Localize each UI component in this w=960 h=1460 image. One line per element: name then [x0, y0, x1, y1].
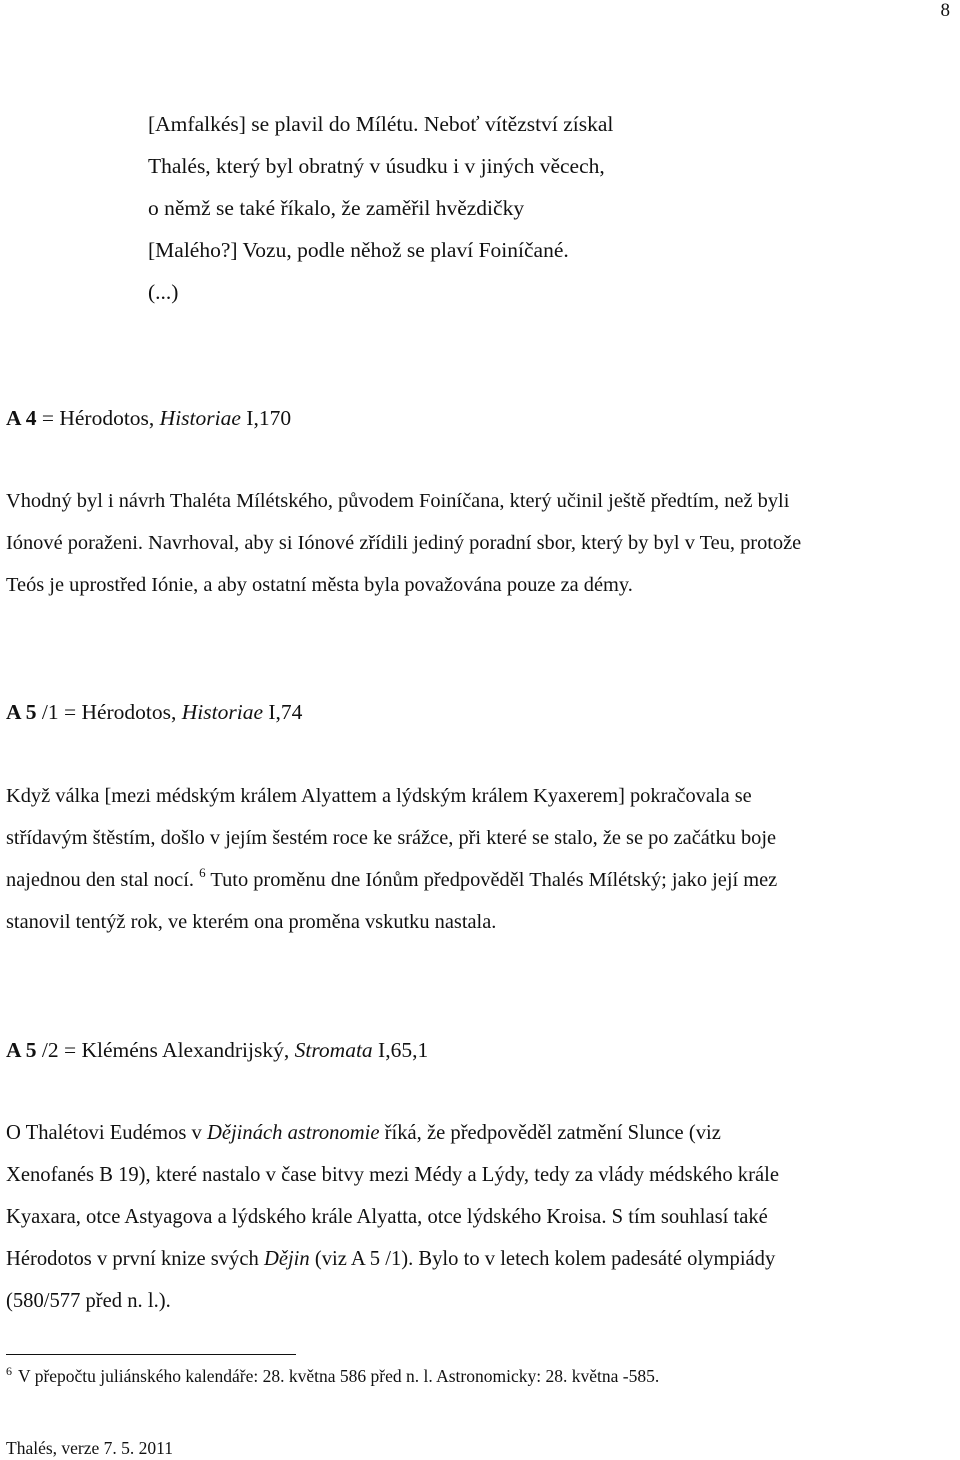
section-work: Historiae	[181, 700, 263, 724]
paragraph-line: (580/577 před n. l.).	[6, 1290, 171, 1312]
section-heading-a4	[6, 404, 291, 432]
footnote-text: V přepočtu juliánského kalendáře: 28. května 586 před n. l. Astronomicky: 28. května -585.	[18, 1366, 660, 1386]
paragraph-text: Tuto proměnu dne Iónům předpověděl Thalés Mílétský; jako její mez	[210, 869, 778, 891]
quote-line: [Malého?] Vozu, podle něhož se plaví Foiníčané.	[148, 238, 569, 262]
paragraph-line: Kyaxara, otce Astyagova a lýdského krále Alyatta, otce lýdského Kroisa. S tím souhlasí také	[6, 1206, 768, 1228]
paragraph-italic: Dějinách astronomie	[206, 1122, 380, 1144]
section-heading-a5-2	[6, 1036, 428, 1064]
section-source: /2 = Kléméns Alexandrijský,	[36, 1038, 295, 1062]
quote-line: (...)	[148, 280, 179, 304]
quote-line: o němž se také říkalo, že zaměřil hvězdičky	[148, 196, 525, 220]
paragraph-text: O Thalétovi Eudémos v	[6, 1122, 207, 1144]
page-footer: Thalés, verze 7. 5. 2011	[6, 1438, 174, 1458]
footnote-number: 6	[6, 1364, 12, 1378]
paragraph-text: Hérodotos v první knize svých	[6, 1248, 264, 1270]
footnote-divider	[6, 1354, 296, 1355]
paragraph-line: Teós je uprostřed Iónie, a aby ostatní města byla považována pouze za démy.	[6, 574, 633, 596]
paragraph-text: (viz A 5 /1). Bylo to v letech kolem padesáté olympiády	[309, 1248, 776, 1270]
quote-line: Thalés, který byl obratný v úsudku i v jiných věcech,	[148, 154, 605, 178]
section-ref: I,74	[263, 700, 303, 724]
section-work: Stromata	[294, 1038, 373, 1062]
paragraph-text: říká, že předpověděl zatmění Slunce (viz	[379, 1122, 721, 1144]
footnote	[6, 1363, 659, 1389]
page-number: 8	[940, 0, 950, 21]
paragraph-line: stanovil tentýž rok, ve kterém ona proměna vskutku nastala.	[6, 911, 497, 933]
section-heading-a5-1	[6, 698, 302, 726]
paragraph-line: Vhodný byl i návrh Thaléta Mílétského, původem Foiníčana, který učinil ještě předtím, než byli	[6, 490, 790, 512]
paragraph-line: Iónové poraženi. Navrhoval, aby si Iónové zřídili jediný poradní sbor, který by byl v Teu, protože	[6, 532, 802, 554]
section-work: Historiae	[159, 406, 241, 430]
section-label: A 4	[6, 406, 37, 430]
section-label: A 5	[6, 700, 37, 724]
section-ref: I,65,1	[372, 1038, 429, 1062]
paragraph-line: střídavým štěstím, došlo v jejím šestém roce ke srážce, při které se stalo, že se po začátku boje	[6, 827, 777, 849]
section-label: A 5	[6, 1038, 37, 1062]
footnote-reference[interactable]: 6	[199, 865, 206, 880]
paragraph-line	[6, 859, 777, 901]
paragraph-a5-2	[6, 1112, 779, 1322]
quote-block	[148, 103, 613, 313]
paragraph-italic: Dějin	[263, 1248, 310, 1270]
section-ref: I,170	[240, 406, 292, 430]
paragraph-line: Když válka [mezi médským králem Alyattem a lýdským králem Kyaxerem] pokračovala se	[6, 785, 752, 807]
quote-line: [Amfalkés] se plavil do Mílétu. Neboť vítězství získal	[148, 112, 614, 136]
paragraph-a4	[6, 480, 801, 606]
paragraph-line	[6, 1112, 779, 1154]
paragraph-line: Xenofanés B 19), které nastalo v čase bitvy mezi Médy a Lýdy, tedy za vlády médského krále	[6, 1164, 779, 1186]
paragraph-a5-1	[6, 775, 777, 943]
section-source: /1 = Hérodotos,	[36, 700, 182, 724]
section-source: = Hérodotos,	[36, 406, 160, 430]
paragraph-line	[6, 1238, 779, 1280]
paragraph-text: najednou den stal nocí.	[6, 869, 194, 891]
